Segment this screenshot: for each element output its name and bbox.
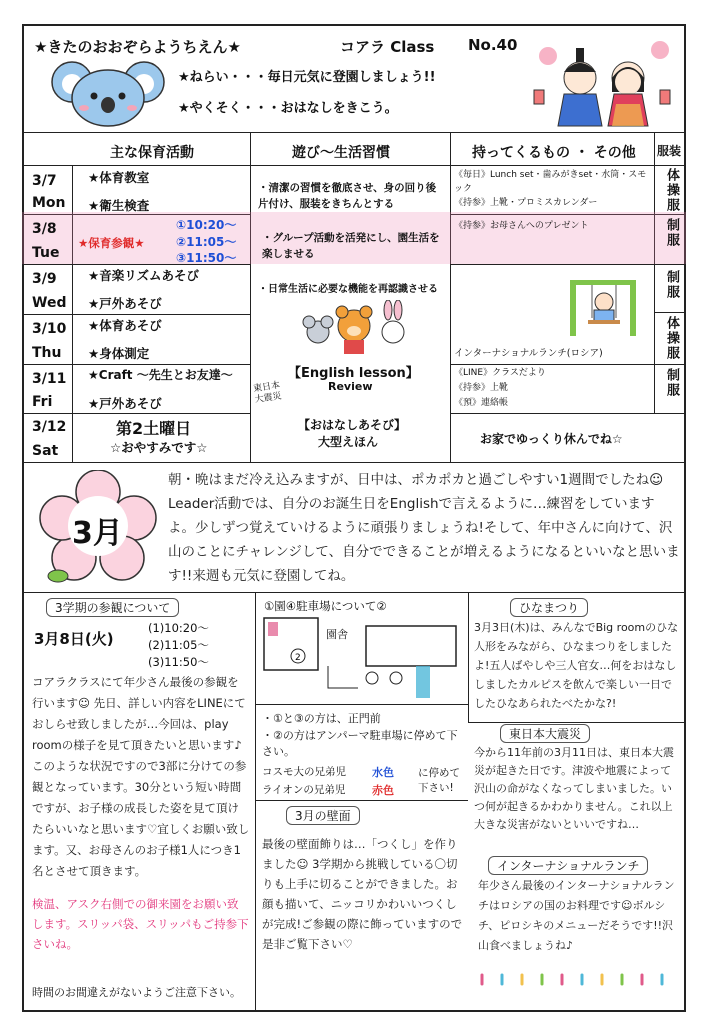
row-date: 3/9 — [32, 271, 57, 287]
row-line — [22, 314, 250, 315]
visit-time: (1)10:20～ — [148, 621, 209, 635]
row-line — [450, 413, 686, 414]
row-line — [654, 312, 686, 313]
row-date: 3/11 — [32, 371, 67, 387]
activity-item: ★体育教室 — [88, 170, 150, 185]
issue-number: No.40 — [468, 36, 518, 54]
play-goal-2: ・グループ活動を活発にし、園生活を楽しませる — [262, 232, 440, 260]
parking-note: に停めて下さい! — [418, 767, 460, 794]
row-date: 3/7 — [32, 173, 57, 189]
row-day: Thu — [32, 345, 62, 361]
section-line — [468, 722, 686, 723]
saturday-note: ☆おやすみです☆ — [110, 440, 208, 455]
col-header-items: 持ってくるもの ・ その他 — [472, 145, 636, 161]
international-lunch-label: インターナショナルランチ(ロシア) — [454, 348, 603, 359]
story-sub: 大型えほん — [318, 435, 379, 449]
hina-dolls-illustration — [528, 32, 680, 128]
row-line — [22, 364, 250, 365]
hina-body: 3月3日(木)は、みんなでBig roomのひな人形をみながら、ひなまつりをしましたよ!五人ばやしや三人官女…何をおはなししましたカルピスを飲んで楽しい一日でしたひなあられたべたかな?! — [474, 621, 679, 710]
visit-title: 3学期の参観について — [46, 598, 179, 617]
col-line — [72, 165, 73, 462]
visit-time: (2)11:05～ — [148, 638, 209, 652]
visit-date: 3月8日(火) — [34, 630, 114, 648]
visit-time: ②11:05～ — [176, 235, 237, 249]
swing-child-illustration — [568, 278, 640, 338]
koala-illustration — [44, 56, 174, 128]
play-goal-3: ・日常生活に必要な機能を再認識させる — [258, 284, 438, 295]
building-label: 園舎 — [326, 628, 348, 641]
activity-item: ★音楽リズムあそび — [88, 268, 199, 283]
earthquake-note: 東日本大震災 — [252, 380, 283, 406]
row-line — [450, 364, 686, 365]
march-message: 朝・晩はまだ冷え込みますが、日中は、ポカポカと過ごしやすい1週間でしたね☺ Leader活動では、自分のお誕生日をEnglishで言えるように…練習をしていますよ。少しずつ覚えていけるように頑張りましょうね!そして、年中さんに向けて、沢山のことにチャレンジして、自分でできることが増えるようになるといいなと思います!!来週も元気に登園してね。 — [168, 472, 680, 584]
visit-warning: 時間のお間違えがないようご注意下さい。 — [32, 986, 241, 999]
activity-item: ★衛生検査 — [88, 198, 150, 213]
table-bottom-line — [22, 462, 686, 463]
col-header-activity: 主な保育活動 — [110, 145, 194, 161]
wall-title: 3月の壁面 — [286, 806, 360, 825]
items-text: 《毎日》Lunch set・歯みがきset・水筒・スモック 《持参》上靴・プロミスカレンダー — [454, 170, 647, 208]
row-date: 3/10 — [32, 321, 67, 337]
intl-body: 年少さん最後のインターナショナルランチはロシアの国のお料理です☺ボルシチ、ピロシキのメニューだそうです!!沢山食べましょうね♪ — [478, 879, 675, 952]
col-header-clothes: 服装 — [657, 144, 682, 158]
parking-note: コスモ大の兄弟児 — [262, 766, 346, 778]
parking-note: ・②の方はアンパーマ駐車場に停めて下さい。 — [262, 729, 458, 758]
parking-map — [262, 616, 462, 702]
svg-text:2: 2 — [295, 653, 301, 663]
aim-text: ★ねらい・・・毎日元気に登園しましょう!! — [178, 70, 436, 85]
section-divider — [22, 592, 686, 593]
col-header-play: 遊び～生活習慣 — [292, 145, 390, 161]
visit-time: (3)11:50～ — [148, 655, 209, 669]
animals-illustration — [298, 300, 410, 358]
activity-item: ★戸外あそび — [88, 296, 162, 311]
play-goal-1: ・清潔の習慣を徹底させ、身の回り後片付け、服装をきちんとする — [258, 182, 437, 210]
clothes-label: 制服 — [664, 218, 679, 248]
row-day: Wed — [32, 295, 67, 311]
clothes-label: 制服 — [664, 368, 679, 398]
school-name: ★きたのおおぞらようちえん★ — [34, 38, 241, 56]
clothes-label: 体操服 — [664, 168, 679, 213]
visit-body: コアラクラスにて年少さん最後の参観を行います☺ 先日、詳しい内容をLINEにておしらせ致しましたが…今回は、play roomの様子を見て頂きたいと思います♪ このような状況ですので3部に分けての参観となっています。30分という短い時間ですが、お子様の成長した姿を見て頂けたらいいなと思います♡宜しくお願い致します。又、お母さんのお子様1人につき1名とさせて頂きます。 — [32, 675, 250, 878]
quake-body: 今から11年前の3月11日は、東日本大震災が起きた日です。津波や地震によって沢山の命がなくなってしまいました。いつ何が起きるかわかりません。これ以上大きな災害がないといいですね… — [474, 746, 674, 831]
activity-item: ★体育あそび — [88, 318, 162, 333]
promise-text: ★やくそく・・・おはなしをきこう。 — [178, 101, 398, 116]
confetti-decoration — [476, 972, 680, 988]
class-name: コアラ Class — [340, 38, 435, 56]
col-line — [450, 132, 451, 462]
english-lesson-title: 【English lesson】 — [288, 366, 419, 381]
saturday-title: 第2土曜日 — [116, 419, 192, 438]
row-day: Sat — [32, 443, 59, 459]
intl-title: インターナショナルランチ — [488, 856, 648, 875]
march-label: 3月 — [72, 516, 123, 551]
row-date: 3/8 — [32, 221, 57, 237]
parking-note: ・①と③の方は、正門前 — [262, 712, 381, 725]
parent-visit-label: ★保育参観★ — [78, 236, 145, 250]
story-title: 【おはなしあそび】 — [298, 418, 407, 432]
items-text: 《LINE》クラスだより 《持参》上靴 《預》連絡帳 — [454, 368, 546, 408]
hina-title: ひなまつり — [510, 598, 588, 617]
clothes-label: 体操服 — [664, 316, 679, 361]
items-text: お家でゆっくり休んでね☆ — [480, 432, 623, 446]
row-day: Fri — [32, 394, 53, 410]
visit-red-note: 検温、アスク右側での御来園をお願い致します。スリッパ袋、スリッパもご持参下さいね。 — [32, 897, 249, 951]
row-day: Mon — [32, 195, 66, 211]
activity-item: ★身体測定 — [88, 346, 150, 361]
wall-body: 最後の壁面飾りは…「つくし」を作りました☺ 3学期から挑戦している〇切りも上手に切ることができました。お顔も描いて、ニッコリかわいいつくしが完成!ご参観の際に飾っていますので是非ご覧下さい♡ — [262, 837, 463, 951]
visit-time: ①10:20～ — [176, 218, 237, 232]
clothes-label: 制服 — [664, 270, 679, 300]
header-divider — [22, 132, 686, 133]
activity-item: ★戸外あそび — [88, 396, 162, 411]
visit-time: ③11:50～ — [176, 251, 237, 265]
col-line — [468, 592, 469, 722]
color-label-red: 赤色 — [372, 784, 394, 797]
english-lesson-sub: Review — [328, 380, 373, 393]
row-day: Tue — [32, 245, 60, 261]
parking-title: ①園④駐車場について② — [264, 599, 387, 613]
table-header-line — [22, 165, 686, 166]
parking-note: ライオンの兄弟児 — [262, 784, 346, 796]
quake-title: 東日本大震災 — [500, 724, 590, 743]
section-line — [255, 704, 468, 705]
col-line — [255, 592, 256, 1012]
color-label-blue: 水色 — [372, 766, 394, 779]
col-line — [250, 132, 251, 462]
row-line — [450, 264, 686, 265]
items-text: 《持参》お母さんへのプレゼント — [454, 221, 589, 231]
activity-item: ★Craft ～先生とお友達～ — [88, 368, 233, 382]
section-line — [255, 800, 468, 801]
row-line — [22, 413, 250, 414]
col-line — [654, 132, 655, 413]
row-date: 3/12 — [32, 419, 67, 435]
